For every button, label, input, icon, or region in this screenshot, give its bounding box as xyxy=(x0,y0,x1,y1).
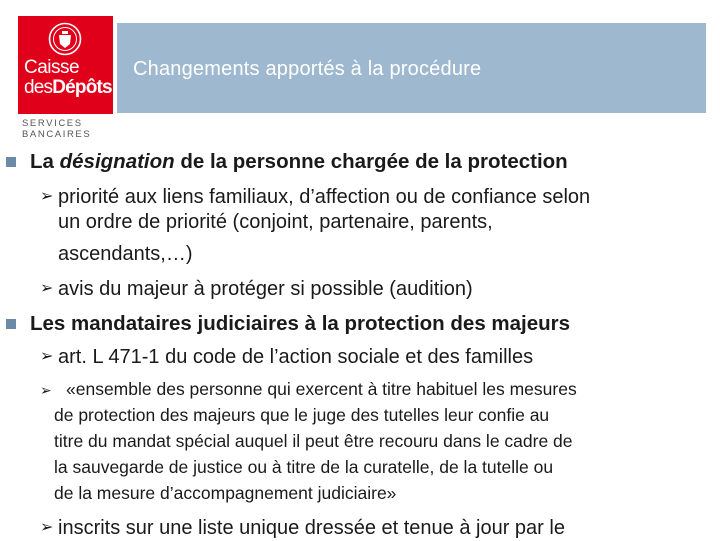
section-heading-2: Les mandataires judiciaires à la protection des majeurs xyxy=(30,312,570,336)
square-bullet-icon xyxy=(6,319,16,329)
arrow-bullet-icon: ➢ xyxy=(40,280,54,297)
logo-subtitle: SERVICES BANCAIRES xyxy=(22,118,92,140)
logo-text-caisse: Caisse xyxy=(24,57,80,78)
list-item-continued: de protection des majeurs que le juge des tutelles leur confie au xyxy=(54,405,550,425)
list-item-continued: titre du mandat spécial auquel il peut être recouru dans le cadre de xyxy=(54,431,573,451)
section-heading-1: La désignation de la personne chargée de la protection xyxy=(30,150,568,174)
slide-title: Changements apportés à la procédure xyxy=(133,58,482,80)
crest-emblem-icon xyxy=(48,22,82,56)
list-item-continued: la sauvegarde de justice ou à titre de la curatelle, de la tutelle ou xyxy=(54,457,554,477)
arrow-bullet-icon: ➢ xyxy=(40,382,52,398)
arrow-bullet-icon: ➢ xyxy=(40,188,54,205)
square-bullet-icon xyxy=(6,157,16,167)
list-item-continued: de la mesure d’accompagnement judiciaire» xyxy=(54,483,397,503)
caisse-des-depots-logo xyxy=(18,16,113,114)
arrow-bullet-icon: ➢ xyxy=(40,519,54,536)
arrow-bullet-icon: ➢ xyxy=(40,348,54,365)
header-bar xyxy=(117,23,706,113)
logo-text-des-depots: desDépôts xyxy=(24,77,112,98)
